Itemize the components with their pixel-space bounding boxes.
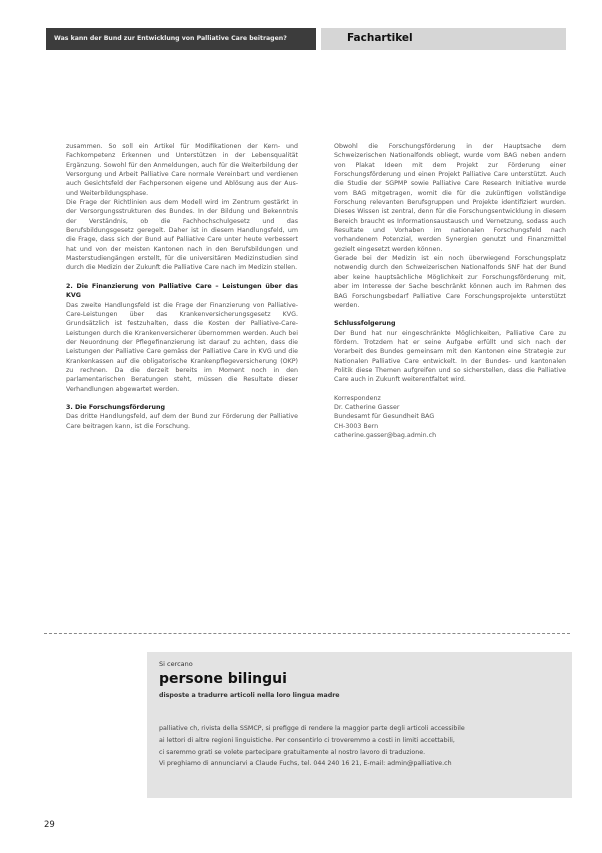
ad-body-line: ai lettori di altre regioni linguistiche. Per consentirlo ci troveremmo a costi in limiti accettabili, — [159, 736, 455, 744]
article-column-left — [66, 142, 298, 431]
section-divider — [44, 633, 570, 634]
ad-body-line: Vi preghiamo di annunciarvi a Claude Fuchs, tel. 044 240 16 21, E-mail: admin@palliative.ch — [159, 760, 452, 768]
paragraph-gap — [334, 310, 566, 319]
paragraph-gap — [66, 273, 298, 282]
article-column-right — [334, 142, 566, 440]
ad-kicker: Si cercano — [159, 660, 193, 668]
section-heading: 2. Die Finanzierung von Palliative Care – Leistungen über das KVG — [66, 282, 298, 300]
paragraph: Dr. Catherine Gasser — [334, 403, 400, 411]
paragraph: zusammen. So soll ein Artikel für Modifikationen der Kern- und Fachkompetenz Erkennen und Unterstützen in der Lebensqualität Ergänzung. Sowohl für den Anmeldungen, auch für die Weiterbildung der Versorgung und Arbeit Palliative Care normale Vereinbart und verdienen auch Gesichtsfeld der Fachpersonen eigene und Ablösung aus der Aus- und Weiterbildungsphase. — [66, 143, 298, 197]
paragraph: Das zweite Handlungsfeld ist die Frage der Finanzierung von Palliative-Care-Leistungen über das Krankenversicherungsgesetz KVG. Grundsätzlich ist festzuhalten, dass die Kosten der Palliative-Care-Leistungen durch die Krankenversicherer übernommen werden. Auch bei der Neuordnung der Pflegefinanzierung ist darauf zu achten, dass die Leistungen der Palliative Care gemäss der Palliative Care in KVG und die Krankenkassen auf die obligatorische Krankenpflegeversicherung (OKP) zu rechnen. Da die derzeit bereits im Moment noch in den parlamentarischen Beratungen steht, müssen die Resultate dieser Verhandlungen abgewartet werden. — [66, 301, 298, 393]
paragraph: Das dritte Handlungsfeld, auf dem der Bund zur Förderung der Palliative Care beitragen kann, ist die Forschung. — [66, 413, 298, 430]
header-topic-title: Was kann der Bund zur Entwicklung von Palliative Care beitragen? — [54, 35, 287, 42]
translator-call-box — [147, 652, 572, 798]
paragraph: Gerade bei der Medizin ist ein noch überwiegend Forschungsplatz notwendig durch den Schweizerischen Nationalfonds SNF hat der Bund aber keine hauptsächliche Möglichkeit zur Forschungsförderung mit, aber im Interesse der Sache beschränkt können auch im Rahmen des BAG Forschungsbedarf Palliative Care Forschungsprojekte unterstützt werden. — [334, 255, 566, 309]
ad-title: persone bilingui — [159, 671, 287, 687]
ad-body — [159, 723, 572, 770]
paragraph: Die Frage der Richtlinien aus dem Modell wird im Zentrum gestärkt in der Versorgungsstrukturen des Bundes. In der Bildung und Bekenntnis der Verständnis, ob die Fachhochschulgesetz und das Berufsbildungsgesetz geregelt. Daher ist in diesem Handlungsfeld, um die Frage, dass sich der Bund auf Palliative Care unter heute verbessert hat und von der meisten Kantonen nach in den Berufsbildungen und Masterstudiengängen erstellt, für die universitären Medizinstudien sind durch die Medizin der Zukunft die Palliative Care nach im Medizin stellen. — [66, 199, 298, 272]
section-heading: 3. Die Forschungsförderung — [66, 403, 166, 411]
paragraph-gap — [66, 394, 298, 403]
paragraph: catherine.gasser@bag.admin.ch — [334, 431, 437, 439]
section-heading: Schlussfolgerung — [334, 320, 396, 328]
paragraph: Bundesamt für Gesundheit BAG — [334, 413, 435, 421]
section-label-text: Fachartikel — [347, 32, 413, 44]
ad-subtitle: disposte a tradurre articoli nella loro lingua madre — [159, 692, 340, 699]
header-topic-bar — [46, 28, 316, 50]
paragraph-gap — [334, 385, 566, 394]
paragraph: Obwohl die Forschungsförderung in der Hauptsache dem Schweizerischen Nationalfonds obliegt, wurde vom BAG neben andern von Plakat Ideen mit dem Projekt zur Förderung einer Forschungsförderung und einen Projekt Palliative Care unterstützt. Auch die Studie der SGPMP sowie Palliative Care Research Initiative wurde vom BAG mitgetragen, womit die für die zukünftigen vollständige Forschung relevanten Berufsgruppen und Projekte identifiziert wurden. Dieses Wissen ist zentral, denn für die Forschungsentwicklung in diesem Bereich braucht es Informationsaustausch und Vernetzung, sodass auch Resultate und Vorhaben im nationalen Forschungsfeld nach vorhandenem Potenzial, werden Synergien genutzt und Finanzmittel gezielt eingesetzt werden können. — [334, 143, 566, 253]
paragraph: Der Bund hat nur eingeschränkte Möglichkeiten, Palliative Care zu fördern. Trotzdem hat er seine Aufgabe erfüllt und sich nach der Vorarbeit des Bundes gemeinsam mit den Kantonen eine Strategie zur Nationalen Palliative Care entwickelt. In der Bundes- und kantonalen Politik diese Themen aufgreifen und so sicherstellen, dass die Palliative Care auch in Zukunft weiterentfaltet wird. — [334, 329, 566, 384]
page-number: 29 — [44, 820, 55, 830]
ad-body-line: ci saremmo grati se volete partecipare gratuitamente al nostro lavoro di traduzione. — [159, 748, 426, 756]
paragraph: CH-3003 Bern — [334, 422, 379, 430]
section-label — [321, 28, 566, 50]
paragraph: Korrespondenz — [334, 394, 381, 402]
ad-body-line: palliative ch, rivista della SSMCP, si prefigge di rendere la maggior parte degli articoli accessibile — [159, 725, 465, 732]
